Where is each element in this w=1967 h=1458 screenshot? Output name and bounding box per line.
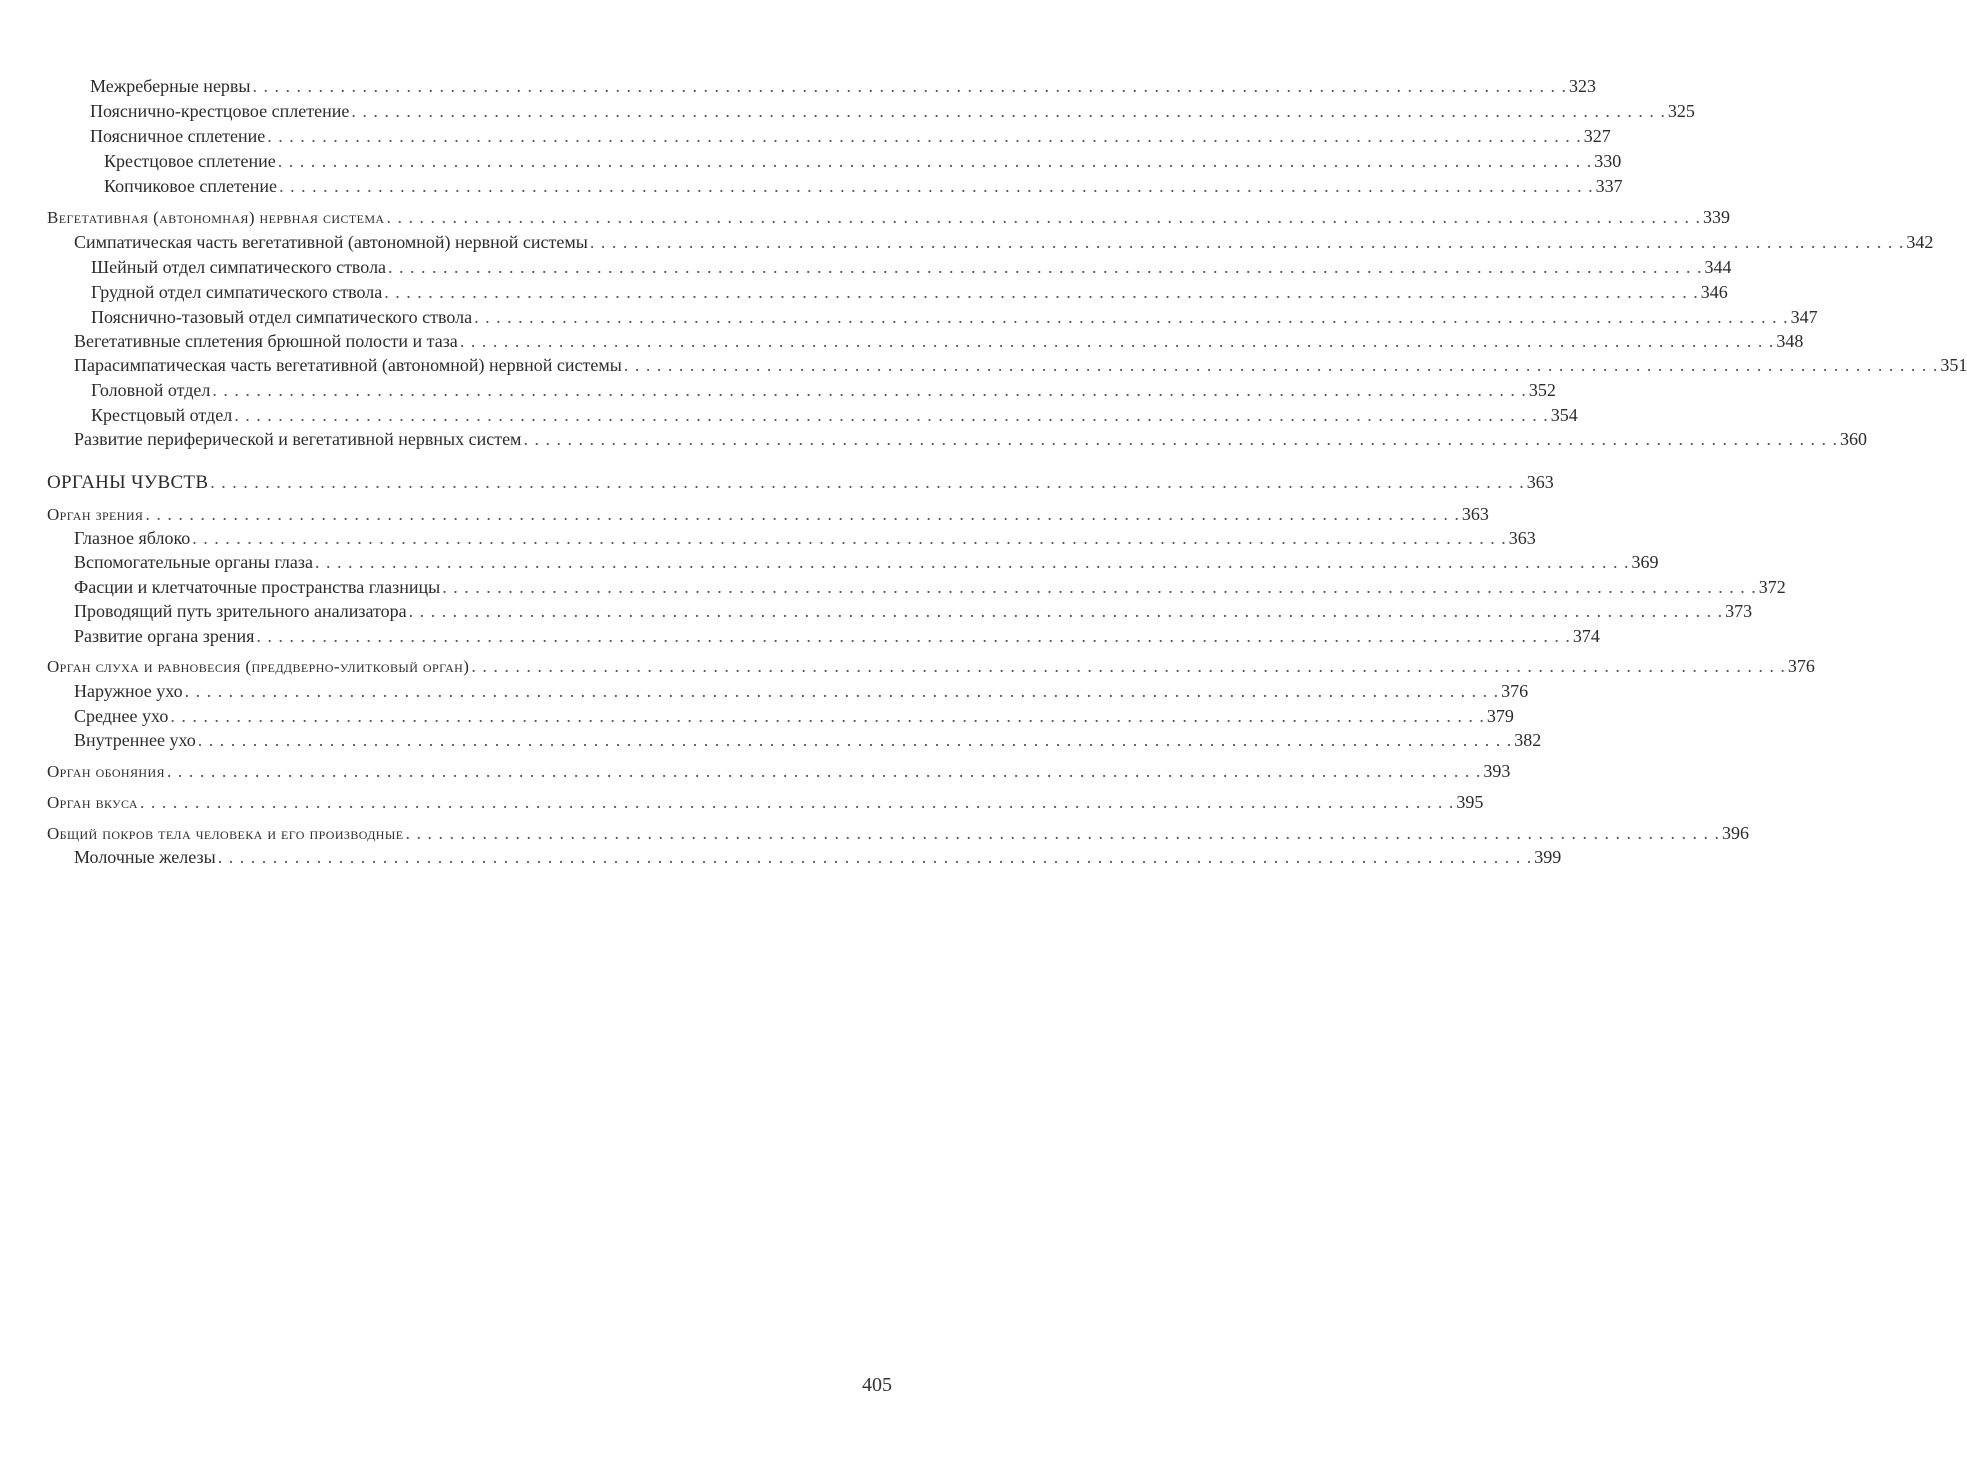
toc-entry-page: 342: [1906, 232, 1934, 252]
dot-leader: . . . . . . . . . . . . . . . . . . . . . . . . . . . . . . . . . . . . . . . . . . . . . . . . . . . . . . . . . . . . . . . . . . . . . . . . . . . . . . . . . . . . . . . . . . . . . . . . . . . . . . . . . . . . . . . . . . . . . . . .: [623, 355, 1939, 375]
toc-entry: [90, 73, 1597, 99]
toc-entry-title: Симпатическая часть вегетативной (автономной) нервной системы: [74, 232, 588, 252]
dot-leader: . . . . . . . . . . . . . . . . . . . . . . . . . . . . . . . . . . . . . . . . . . . . . . . . . . . . . . . . . . . . . . . . . . . . . . . . . . . . . . . . . . . . . . . . . . . . . . . . . . . . . . . . . . . . . . . . . . . . . . . .: [170, 706, 1485, 726]
dot-leader: . . . . . . . . . . . . . . . . . . . . . . . . . . . . . . . . . . . . . . . . . . . . . . . . . . . . . . . . . . . . . . . . . . . . . . . . . . . . . . . . . . . . . . . . . . . . . . . . . . . . . . . . . . . . . . . . . . . . . . . .: [351, 101, 1666, 121]
toc-entry-page: 393: [1483, 761, 1511, 781]
toc-entry-page: 337: [1595, 176, 1623, 196]
dot-leader: . . . . . . . . . . . . . . . . . . . . . . . . . . . . . . . . . . . . . . . . . . . . . . . . . . . . . . . . . . . . . . . . . . . . . . . . . . . . . . . . . . . . . . . . . . . . . . . . . . . . . . . . . . . . . . . . . . . . . . . .: [388, 257, 1703, 277]
toc-section-heading: [47, 758, 1511, 784]
toc-section-heading: [47, 204, 1730, 230]
toc-entry: [91, 254, 1732, 280]
toc-entry: [91, 279, 1728, 305]
dot-leader: . . . . . . . . . . . . . . . . . . . . . . . . . . . . . . . . . . . . . . . . . . . . . . . . . . . . . . . . . . . . . . . . . . . . . . . . . . . . . . . . . . . . . . . . . . . . . . . . . . . . . . . . . . . . . . . . . . . . . . . .: [252, 76, 1568, 96]
toc-entry: [74, 426, 1867, 452]
toc-entry-title: Парасимпатическая часть вегетативной (автономной) нервной системы: [74, 355, 622, 375]
toc-entry-page: 373: [1725, 601, 1753, 621]
toc-entry-page: 344: [1704, 257, 1732, 277]
toc-entry-title: ОРГАНЫ ЧУВСТВ: [47, 472, 209, 493]
toc-entry: [74, 703, 1514, 729]
toc-entry-title: Внутреннее ухо: [74, 730, 196, 750]
toc-entry-page: 399: [1534, 847, 1562, 867]
toc-entry-title: Проводящий путь зрительного анализатора: [74, 601, 407, 621]
toc-entry: [74, 574, 1786, 600]
toc-entry-title: Орган вкуса: [47, 793, 138, 812]
toc-entry-title: Вегетативные сплетения брюшной полости и таза: [74, 331, 458, 351]
toc-entry-title: Среднее ухо: [74, 706, 169, 726]
dot-leader: . . . . . . . . . . . . . . . . . . . . . . . . . . . . . . . . . . . . . . . . . . . . . . . . . . . . . . . . . . . . . . . . . . . . . . . . . . . . . . . . . . . . . . . . . . . . . . . . . . . . . . . . . . . . . . . . . . . . . . . .: [471, 656, 1786, 676]
toc-entry-title: Грудной отдел симпатического ствола: [91, 282, 383, 302]
toc-entry-page: 379: [1486, 706, 1514, 726]
toc-entry-title: Копчиковое сплетение: [104, 176, 278, 196]
toc-entry-page: 376: [1787, 656, 1815, 676]
toc-entry: [74, 229, 1934, 255]
dot-leader: . . . . . . . . . . . . . . . . . . . . . . . . . . . . . . . . . . . . . . . . . . . . . . . . . . . . . . . . . . . . . . . . . . . . . . . . . . . . . . . . . . . . . . . . . . . . . . . . . . . . . . . . . . . . . . . . . . . . . . . .: [523, 429, 1838, 449]
dot-leader: . . . . . . . . . . . . . . . . . . . . . . . . . . . . . . . . . . . . . . . . . . . . . . . . . . . . . . . . . . . . . . . . . . . . . . . . . . . . . . . . . . . . . . . . . . . . . . . . . . . . . . . . . . . . . . . . . . . . . . . .: [267, 126, 1582, 146]
toc-entry-page: 348: [1776, 331, 1804, 351]
toc-section-heading: [47, 789, 1484, 815]
toc-entry-page: 363: [1526, 472, 1554, 492]
dot-leader: . . . . . . . . . . . . . . . . . . . . . . . . . . . . . . . . . . . . . . . . . . . . . . . . . . . . . . . . . . . . . . . . . . . . . . . . . . . . . . . . . . . . . . . . . . . . . . . . . . . . . . . . . . . . . . . . . . . . . . . .: [256, 626, 1571, 646]
toc-entry-page: 376: [1501, 681, 1529, 701]
toc-entry-title: Развитие периферической и вегетативной нервных систем: [74, 429, 522, 449]
dot-leader: . . . . . . . . . . . . . . . . . . . . . . . . . . . . . . . . . . . . . . . . . . . . . . . . . . . . . . . . . . . . . . . . . . . . . . . . . . . . . . . . . . . . . . . . . . . . . . . . . . . . . . . . . . . . . . . . . . . . . . . .: [314, 552, 1630, 572]
toc-entry-page: 382: [1514, 730, 1542, 750]
dot-leader: . . . . . . . . . . . . . . . . . . . . . . . . . . . . . . . . . . . . . . . . . . . . . . . . . . . . . . . . . . . . . . . . . . . . . . . . . . . . . . . . . . . . . . . . . . . . . . . . . . . . . . . . . . . . . . . . . . . . . . . .: [384, 282, 1699, 302]
dot-leader: . . . . . . . . . . . . . . . . . . . . . . . . . . . . . . . . . . . . . . . . . . . . . . . . . . . . . . . . . . . . . . . . . . . . . . . . . . . . . . . . . . . . . . . . . . . . . . . . . . . . . . . . . . . . . . . . . . . . . . . .: [589, 232, 1905, 252]
toc-part-heading: [47, 469, 1554, 495]
toc-entry-title: Межреберные нервы: [90, 76, 251, 96]
toc-entry-title: Орган обоняния: [47, 762, 165, 781]
toc-entry: [74, 598, 1753, 624]
toc-entry-title: Глазное яблоко: [74, 528, 191, 548]
dot-leader: . . . . . . . . . . . . . . . . . . . . . . . . . . . . . . . . . . . . . . . . . . . . . . . . . . . . . . . . . . . . . . . . . . . . . . . . . . . . . . . . . . . . . . . . . . . . . . . . . . . . . . . . . . . . . . . . . . . . . . . .: [386, 207, 1701, 227]
toc-entry-page: 360: [1839, 429, 1867, 449]
toc-section-heading: [47, 653, 1815, 679]
toc-entry-page: 363: [1508, 528, 1536, 548]
toc-entry-title: Головной отдел: [91, 380, 211, 400]
dot-leader: . . . . . . . . . . . . . . . . . . . . . . . . . . . . . . . . . . . . . . . . . . . . . . . . . . . . . . . . . . . . . . . . . . . . . . . . . . . . . . . . . . . . . . . . . . . . . . . . . . . . . . . . . . . . . . . . . . . . . . . .: [197, 730, 1513, 750]
toc-entry-title: Пояснично-тазовый отдел симпатического ствола: [91, 307, 473, 327]
toc-entry-page: 323: [1569, 76, 1597, 96]
toc-entry-page: 351: [1940, 355, 1967, 375]
toc-entry-title: Крестцовое сплетение: [104, 151, 276, 171]
toc-entry: [91, 377, 1556, 403]
toc-entry-title: Орган слуха и равновесия (преддверно-улитковый орган): [47, 657, 470, 676]
toc-entry-page: 396: [1721, 823, 1749, 843]
toc-entry: [74, 328, 1804, 354]
toc-entry-title: Молочные железы: [74, 847, 216, 867]
toc-entry: [74, 352, 1967, 378]
toc-entry-title: Поясничное сплетение: [90, 126, 266, 146]
page-number: 405: [862, 1374, 892, 1396]
toc-entry-title: Пояснично-крестцовое сплетение: [90, 101, 350, 121]
toc-entry: [91, 304, 1818, 330]
dot-leader: . . . . . . . . . . . . . . . . . . . . . . . . . . . . . . . . . . . . . . . . . . . . . . . . . . . . . . . . . . . . . . . . . . . . . . . . . . . . . . . . . . . . . . . . . . . . . . . . . . . . . . . . . . . . . . . . . . . . . . . .: [405, 823, 1720, 843]
toc-entry-title: Вспомогательные органы глаза: [74, 552, 313, 572]
dot-leader: . . . . . . . . . . . . . . . . . . . . . . . . . . . . . . . . . . . . . . . . . . . . . . . . . . . . . . . . . . . . . . . . . . . . . . . . . . . . . . . . . . . . . . . . . . . . . . . . . . . . . . . . . . . . . . . . . . . . . . . .: [459, 331, 1775, 351]
toc-entry-page: 325: [1667, 101, 1695, 121]
toc-entry: [91, 402, 1578, 428]
dot-leader: . . . . . . . . . . . . . . . . . . . . . . . . . . . . . . . . . . . . . . . . . . . . . . . . . . . . . . . . . . . . . . . . . . . . . . . . . . . . . . . . . . . . . . . . . . . . . . . . . . . . . . . . . . . . . . . . . . . . . . . .: [184, 681, 1500, 701]
toc-entry: [74, 525, 1536, 551]
toc-entry: [74, 727, 1542, 753]
dot-leader: . . . . . . . . . . . . . . . . . . . . . . . . . . . . . . . . . . . . . . . . . . . . . . . . . . . . . . . . . . . . . . . . . . . . . . . . . . . . . . . . . . . . . . . . . . . . . . . . . . . . . . . . . . . . . . . . . . . . . . . .: [212, 380, 1527, 400]
toc-entry-page: 327: [1583, 126, 1611, 146]
toc-entry-page: 372: [1758, 577, 1786, 597]
dot-leader: . . . . . . . . . . . . . . . . . . . . . . . . . . . . . . . . . . . . . . . . . . . . . . . . . . . . . . . . . . . . . . . . . . . . . . . . . . . . . . . . . . . . . . . . . . . . . . . . . . . . . . . . . . . . . . . . . . . . . . . .: [474, 307, 1789, 327]
toc-entry-title: Шейный отдел симпатического ствола: [91, 257, 387, 277]
toc-entry-page: 347: [1790, 307, 1818, 327]
toc-entry-title: Фасции и клетчаточные пространства глазницы: [74, 577, 441, 597]
toc-entry: [90, 123, 1611, 149]
toc-entry: [74, 678, 1529, 704]
toc-entry-page: 346: [1700, 282, 1728, 302]
toc-entry-page: 354: [1550, 405, 1578, 425]
dot-leader: . . . . . . . . . . . . . . . . . . . . . . . . . . . . . . . . . . . . . . . . . . . . . . . . . . . . . . . . . . . . . . . . . . . . . . . . . . . . . . . . . . . . . . . . . . . . . . . . . . . . . . . . . . . . . . . . . . . . . . . .: [279, 176, 1594, 196]
dot-leader: . . . . . . . . . . . . . . . . . . . . . . . . . . . . . . . . . . . . . . . . . . . . . . . . . . . . . . . . . . . . . . . . . . . . . . . . . . . . . . . . . . . . . . . . . . . . . . . . . . . . . . . . . . . . . . . . . . . . . . . .: [217, 847, 1533, 867]
toc-entry-page: 330: [1594, 151, 1622, 171]
toc-entry-title: Общий покров тела человека и его производные: [47, 824, 404, 843]
dot-leader: . . . . . . . . . . . . . . . . . . . . . . . . . . . . . . . . . . . . . . . . . . . . . . . . . . . . . . . . . . . . . . . . . . . . . . . . . . . . . . . . . . . . . . . . . . . . . . . . . . . . . . . . . . . . . . . . . . . . . . . .: [234, 405, 1549, 425]
toc-entry-page: 395: [1456, 792, 1484, 812]
dot-leader: . . . . . . . . . . . . . . . . . . . . . . . . . . . . . . . . . . . . . . . . . . . . . . . . . . . . . . . . . . . . . . . . . . . . . . . . . . . . . . . . . . . . . . . . . . . . . . . . . . . . . . . . . . . . . . . . . . . . . . . .: [145, 504, 1460, 524]
toc-entry-page: 363: [1461, 504, 1489, 524]
dot-leader: . . . . . . . . . . . . . . . . . . . . . . . . . . . . . . . . . . . . . . . . . . . . . . . . . . . . . . . . . . . . . . . . . . . . . . . . . . . . . . . . . . . . . . . . . . . . . . . . . . . . . . . . . . . . . . . . . . . . . . . .: [192, 528, 1507, 548]
toc-entry-page: 369: [1631, 552, 1659, 572]
dot-leader: . . . . . . . . . . . . . . . . . . . . . . . . . . . . . . . . . . . . . . . . . . . . . . . . . . . . . . . . . . . . . . . . . . . . . . . . . . . . . . . . . . . . . . . . . . . . . . . . . . . . . . . . . . . . . . . . . . . . . . . .: [210, 472, 1525, 492]
toc-entry-title: Развитие органа зрения: [74, 626, 255, 646]
dot-leader: . . . . . . . . . . . . . . . . . . . . . . . . . . . . . . . . . . . . . . . . . . . . . . . . . . . . . . . . . . . . . . . . . . . . . . . . . . . . . . . . . . . . . . . . . . . . . . . . . . . . . . . . . . . . . . . . . . . . . . . .: [442, 577, 1757, 597]
toc-entry: [104, 173, 1623, 199]
dot-leader: . . . . . . . . . . . . . . . . . . . . . . . . . . . . . . . . . . . . . . . . . . . . . . . . . . . . . . . . . . . . . . . . . . . . . . . . . . . . . . . . . . . . . . . . . . . . . . . . . . . . . . . . . . . . . . . . . . . . . . . .: [166, 761, 1482, 781]
toc-entry-title: Орган зрения: [47, 505, 144, 524]
dot-leader: . . . . . . . . . . . . . . . . . . . . . . . . . . . . . . . . . . . . . . . . . . . . . . . . . . . . . . . . . . . . . . . . . . . . . . . . . . . . . . . . . . . . . . . . . . . . . . . . . . . . . . . . . . . . . . . . . . . . . . . .: [408, 601, 1724, 621]
toc-section-heading: [47, 501, 1489, 527]
toc-entry-title: Вегетативная (автономная) нервная система: [47, 208, 385, 227]
toc-entry: [74, 549, 1659, 575]
toc-entry-page: 339: [1702, 207, 1730, 227]
toc-entry: [74, 623, 1600, 649]
toc-entry: [90, 98, 1695, 124]
toc-section-heading: [47, 820, 1749, 846]
toc-entry: [74, 844, 1562, 870]
toc-entry-title: Наружное ухо: [74, 681, 183, 701]
toc-entry: [104, 148, 1622, 174]
dot-leader: . . . . . . . . . . . . . . . . . . . . . . . . . . . . . . . . . . . . . . . . . . . . . . . . . . . . . . . . . . . . . . . . . . . . . . . . . . . . . . . . . . . . . . . . . . . . . . . . . . . . . . . . . . . . . . . . . . . . . . . .: [277, 151, 1593, 171]
dot-leader: . . . . . . . . . . . . . . . . . . . . . . . . . . . . . . . . . . . . . . . . . . . . . . . . . . . . . . . . . . . . . . . . . . . . . . . . . . . . . . . . . . . . . . . . . . . . . . . . . . . . . . . . . . . . . . . . . . . . . . . .: [139, 792, 1455, 812]
toc-entry-page: 374: [1572, 626, 1600, 646]
toc-entry-page: 352: [1528, 380, 1556, 400]
toc-entry-title: Крестцовый отдел: [91, 405, 233, 425]
